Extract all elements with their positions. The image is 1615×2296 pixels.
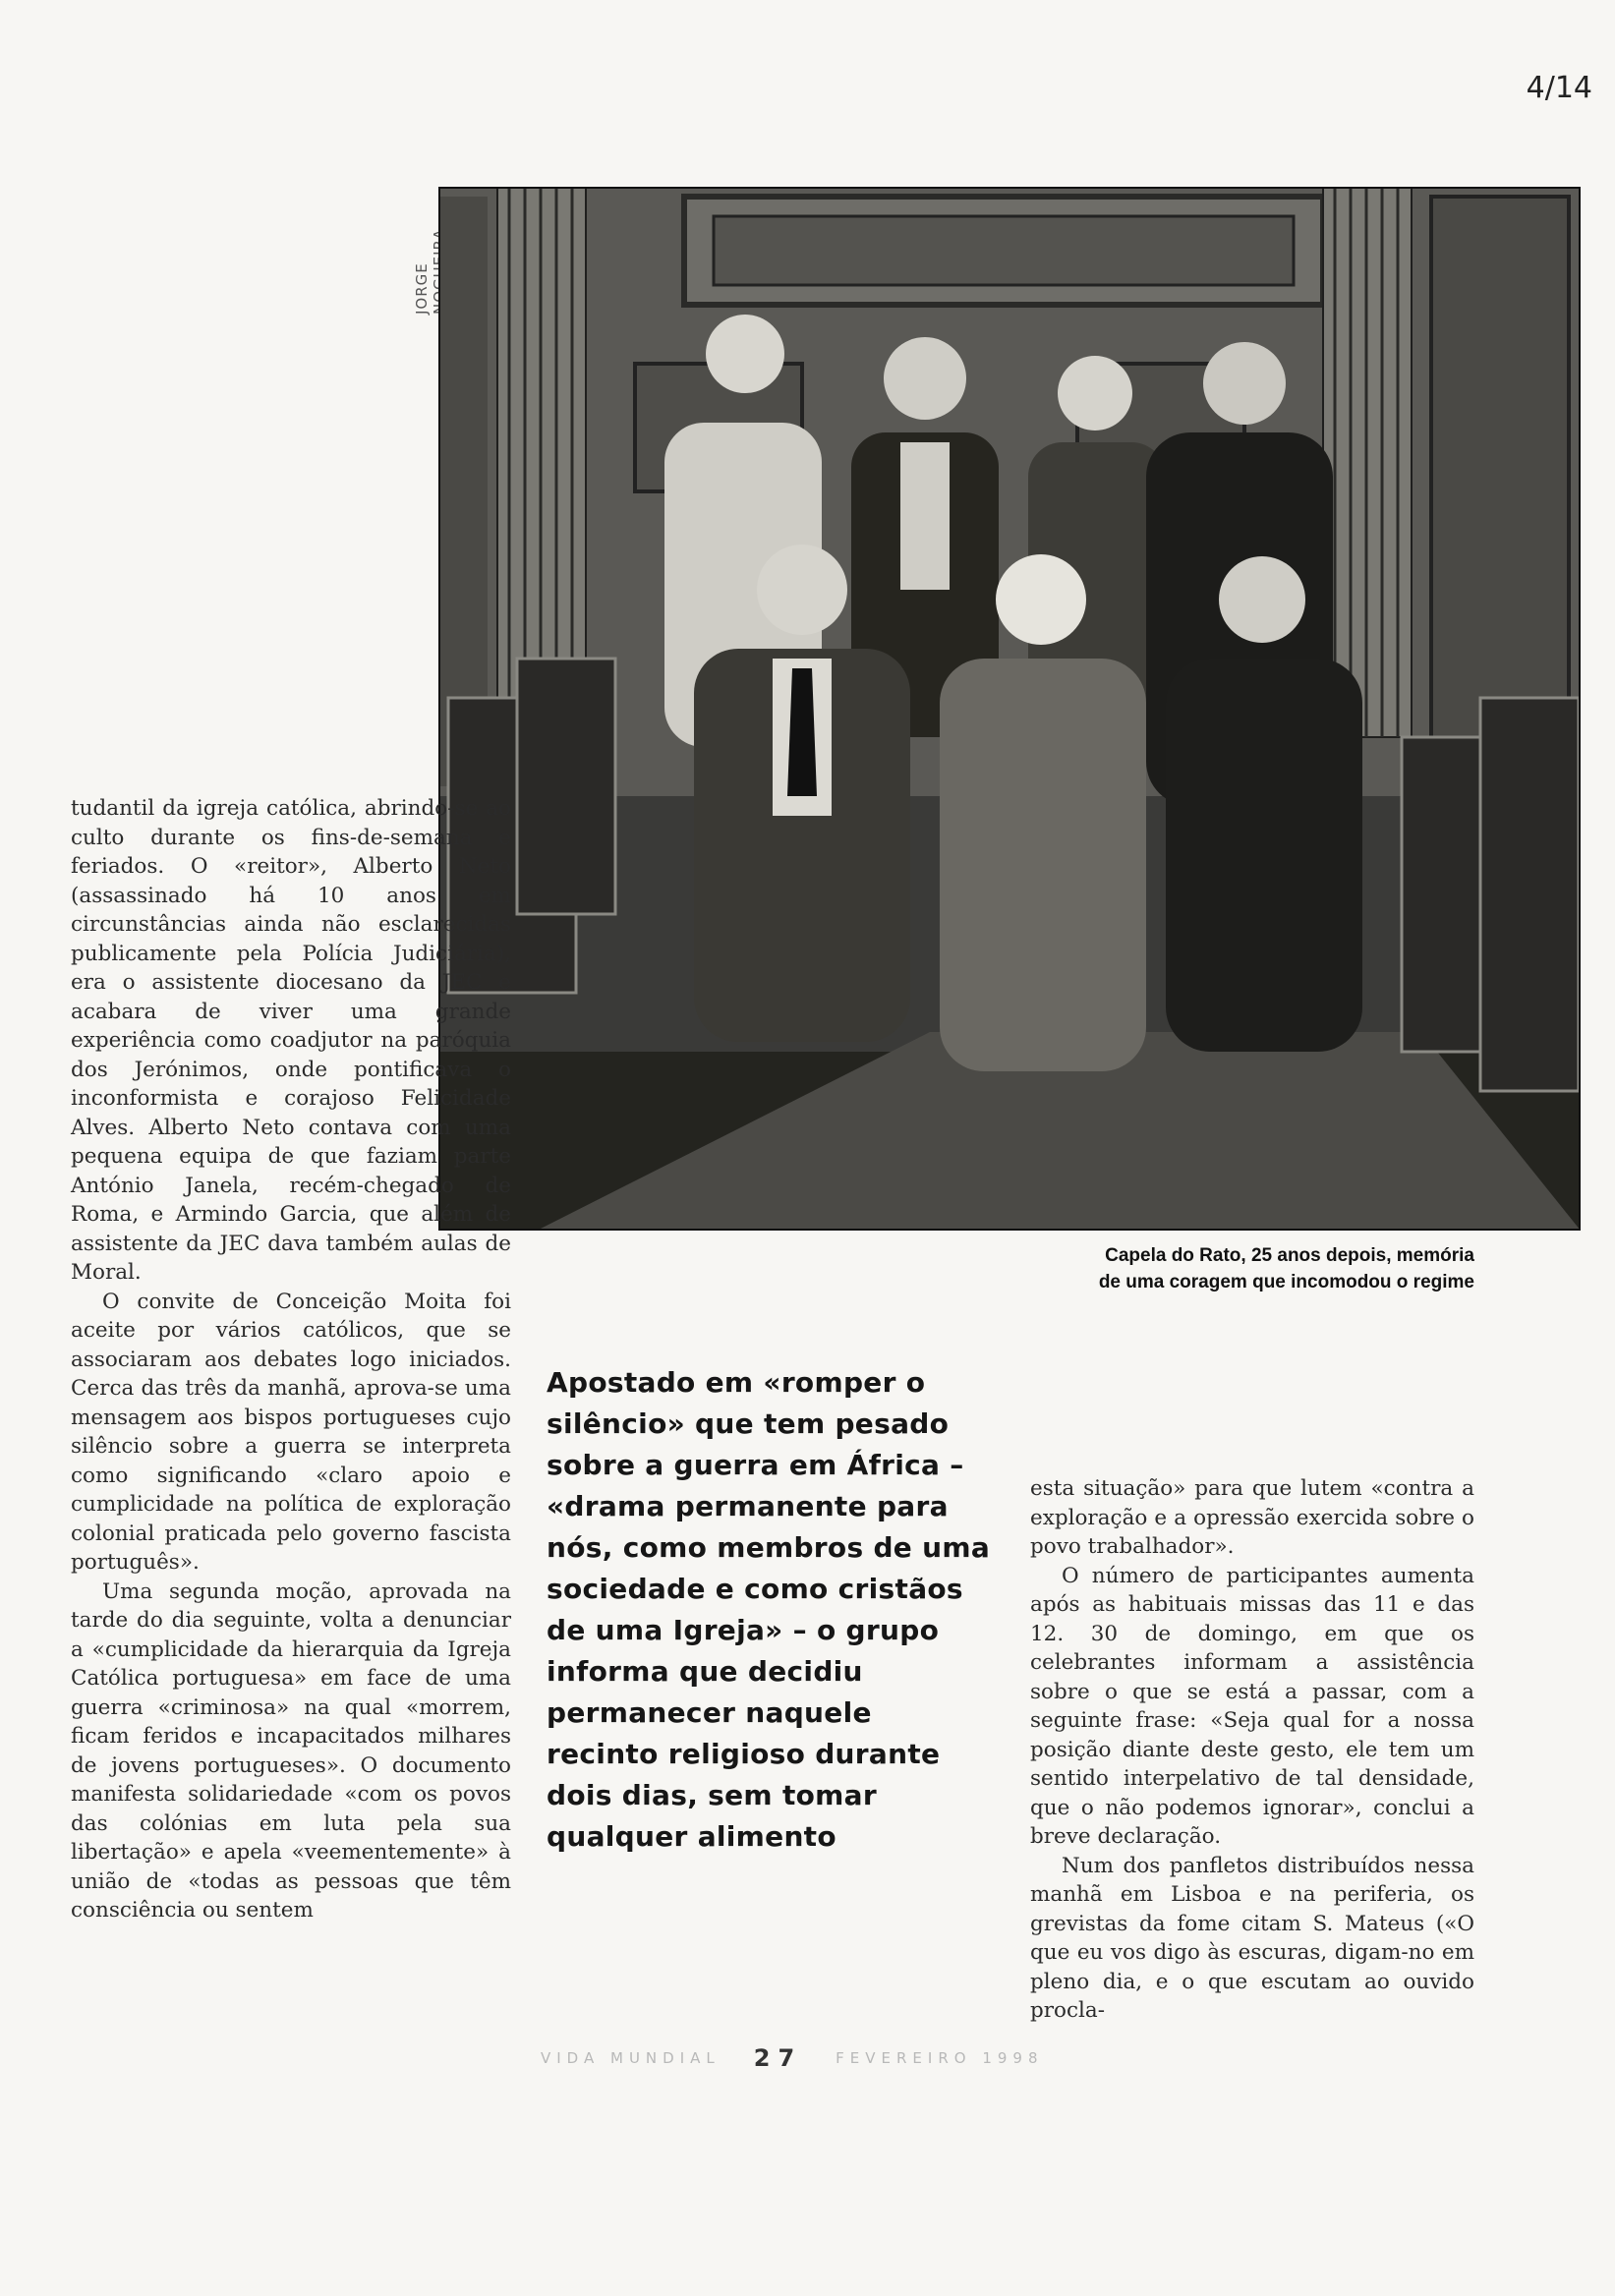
group-photo-illustration <box>438 187 1581 1231</box>
group-photo <box>438 187 1581 1231</box>
left-paragraph-3: Uma segunda moção, aprovada na tarde do dia seguinte, volta a denunciar a «cumplicidade da hierarquia da Igreja Católica portuguesa» em face de uma guerra «criminosa» na qual «morrem, ficam feridos e incapacitados milhares de jovens portugueses». O documento manifesta solidariedade «com os povos das colónias em luta pela sua libertação» e apela «veementemente» à união de «todas as pessoas que têm consciência ou sentem <box>71 1578 511 1923</box>
page-footer <box>541 2044 1052 2072</box>
right-paragraph-1: esta situação» para que lutem «contra a exploração e a opressão exercida sobre o povo trabalhador». <box>1030 1476 1474 1559</box>
page-number: 4/14 <box>1526 71 1592 105</box>
right-paragraph-3: Num dos panfletos distribuídos nessa manhã em Lisboa e na periferia, os grevistas da fome citam S. Mateus («O que eu vos digo às escuras, digam-no em pleno dia, e o que escutam ao ouvido procla- <box>1030 1853 1474 2023</box>
right-paragraph-2: O número de participantes aumenta após as habituais missas das 11 e das 12. 30 de domingo, em que os celebrantes informam a assistência sobre o que se está a passar, com a seguinte frase: «Seja qual for a nossa posição diante deste gesto, ele tem um sentido interpelativo de tal densidade, que o não podemos ignorar», conclui a breve declaração. <box>1030 1563 1474 1849</box>
left-text-column <box>71 794 511 1925</box>
footer-date: FEVEREIRO 1998 <box>836 2049 1044 2067</box>
footer-publication: VIDA MUNDIAL <box>541 2049 721 2067</box>
footer-page-number: 27 <box>753 2044 803 2072</box>
photo-caption-line-1: Capela do Rato, 25 anos depois, memória <box>1105 1245 1474 1266</box>
left-paragraph-1: tudantil da igreja católica, abrindo-se ao culto durante os fins-de-semana e feriados. O «reitor», Alberto Neto (assassinado há 10 anos em circunstâncias ainda não esclarecidas publicamente pela Polícia Judiciária), era o assistente diocesano da JEC e acabara de viver uma grande experiência como coadjutor na paróquia dos Jerónimos, onde pontificava o inconformista e corajoso Felicidade Alves. Alberto Neto contava com uma pequena equipa de que faziam parte António Janela, recém-chegado de Roma, e Armindo Garcia, que além de assistente da JEC dava também aulas de Moral. <box>71 796 511 1285</box>
pull-quote: Apostado em «romper o silêncio» que tem pesado sobre a guerra em África – «drama permanente para nós, como membros de uma sociedade e como cristãos de uma Igreja» – o grupo informa que decidiu permanecer naquele recinto religioso durante dois dias, sem tomar qualquer alimento <box>547 1366 991 1853</box>
photo-caption <box>1012 1242 1474 1295</box>
photo-credit: JORGE <box>413 262 431 315</box>
left-paragraph-2: O convite de Conceição Moita foi aceite por vários católicos, que se associaram aos debates logo iniciados. Cerca das três da manhã, aprova-se uma mensagem aos bispos portugueses cujo silêncio sobre a guerra se interpreta como significando «claro apoio e cumplicidade na política de exploração colonial praticada pelo governo fascista português». <box>71 1289 511 1575</box>
photo-caption-line-2: de uma coragem que incomodou o regime <box>1098 1272 1474 1292</box>
right-text-column <box>1030 1474 1474 2026</box>
